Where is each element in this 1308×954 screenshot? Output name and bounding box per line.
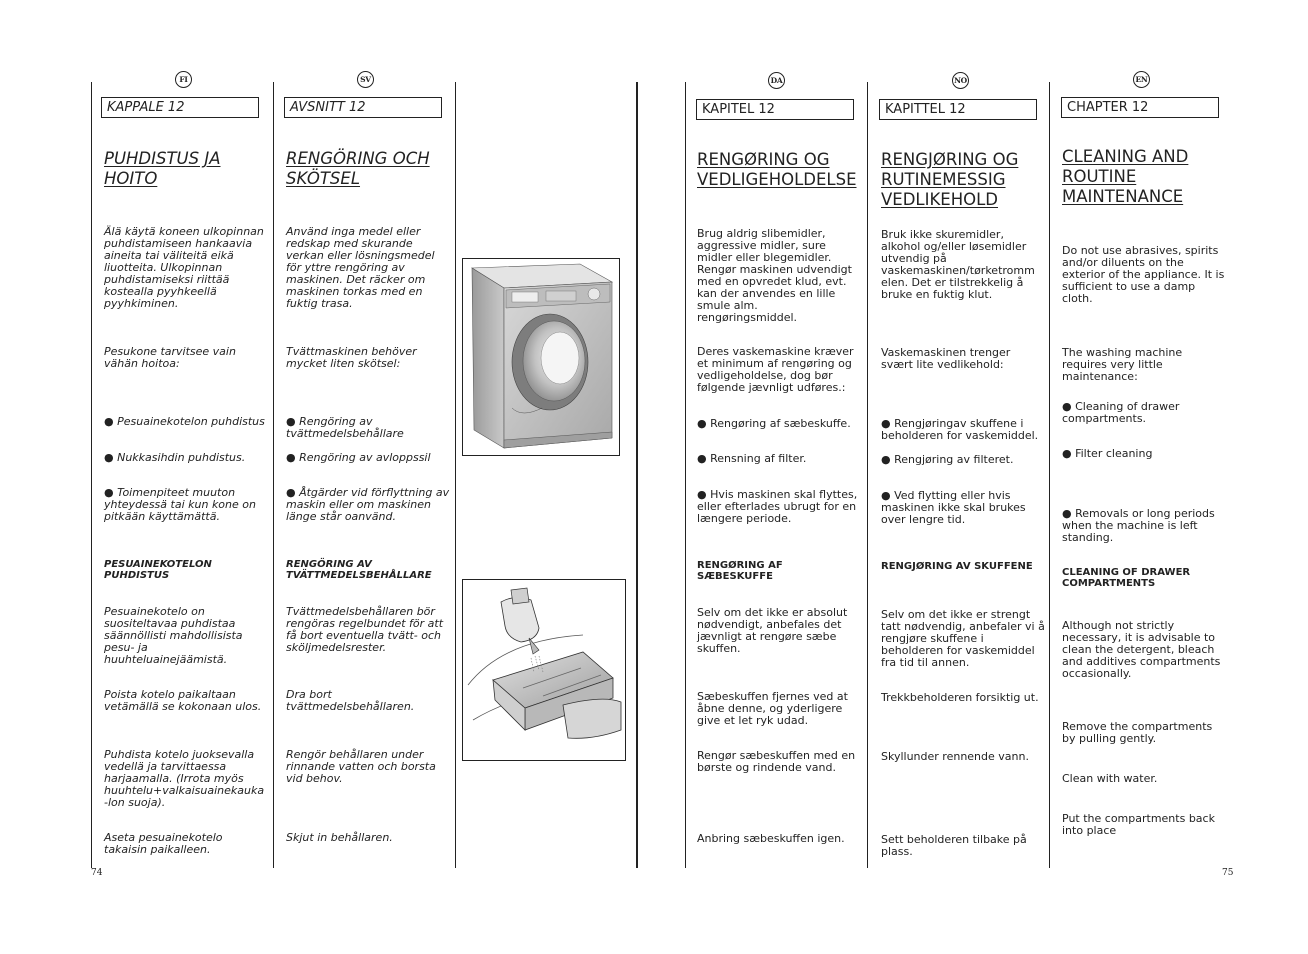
bullet-item: ● Rengøring af sæbeskuffe. xyxy=(697,417,851,430)
bullet-item: ● Removals or long periods when the machine is left standing. xyxy=(1062,507,1215,544)
washing-machine-illustration xyxy=(462,258,620,456)
column-divider xyxy=(685,82,686,868)
paragraph: Pesuainekotelo on suositeltavaa puhdistaa säännöllisti mahdollisista pesu- ja huuhteluainejäämistä. xyxy=(104,605,243,666)
bullet-item: ● Filter cleaning xyxy=(1062,447,1153,460)
subsection-heading: RENGÖRING AV TVÄTTMEDELSBEHÅLLARE xyxy=(286,559,432,581)
language-badge: EN xyxy=(1133,71,1150,88)
subsection-heading: PESUAINEKOTELON PUHDISTUS xyxy=(104,559,212,581)
section-title: CLEANING AND ROUTINE MAINTENANCE xyxy=(1062,147,1189,206)
paragraph: Skyllunder rennende vann. xyxy=(881,750,1029,763)
column-divider xyxy=(273,82,274,868)
paragraph: Rengör behållaren under rinnande vatten och borsta vid behov. xyxy=(286,748,436,785)
paragraph: Skjut in behållaren. xyxy=(286,831,393,844)
section-title: RENGÖRING OCH SKÖTSEL xyxy=(286,149,430,188)
care-text: Deres vaskemaskine kræver et minimum af rengøring og vedligeholdelse, dog bør følgende jævnligt udføres.: xyxy=(697,345,854,394)
chapter-label: KAPITEL 12 xyxy=(696,99,854,120)
language-badge: NO xyxy=(952,72,969,89)
detergent-drawer-illustration xyxy=(462,579,626,761)
care-text: Pesukone tarvitsee vain vähän hoitoa: xyxy=(104,345,236,370)
paragraph: Although not strictly necessary, it is advisable to clean the detergent, bleach and additives compartments occasionally. xyxy=(1062,619,1221,680)
intro-text: Brug aldrig slibemidler, aggressive midler, sure midler eller blegemidler. Rengør maskinen udvendigt med en opvredet klud, evt. kan der anvendes en lille smule alm. rengøringsmiddel. xyxy=(697,227,852,324)
chapter-label: KAPPALE 12 xyxy=(101,97,259,118)
section-title: RENGJØRING OG RUTINEMESSIG VEDLIKEHOLD xyxy=(881,150,1019,209)
paragraph: Remove the compartments by pulling gently. xyxy=(1062,720,1213,745)
paragraph: Puhdista kotelo juoksevalla vedellä ja tarvittaessa harjaamalla. (Irrota myös huuhtelu+valkaisuainekauka -lon suoja). xyxy=(104,748,265,809)
bullet-item: ● Rensning af filter. xyxy=(697,452,807,465)
paragraph: Aseta pesuainekotelo takaisin paikalleen. xyxy=(104,831,223,856)
section-title: PUHDISTUS JA HOITO xyxy=(104,149,221,188)
paragraph: Poista kotelo paikaltaan vetämällä se kokonaan ulos. xyxy=(104,688,262,713)
column-divider xyxy=(1049,82,1050,868)
paragraph: Sett beholderen tilbake på plass. xyxy=(881,833,1027,858)
bullet-item: ● Rengöring av tvättmedelsbehållare xyxy=(286,415,404,440)
subsection-heading: RENGJØRING AV SKUFFENE xyxy=(881,561,1033,572)
column-divider xyxy=(455,82,456,868)
intro-text: Älä käytä koneen ulkopinnan puhdistamiseen hankaavia aineita tai väliteitä eikä liuotteita. Ulkopinnan puhdistamiseksi riittää kostealla pyyhkeellä pyyhkiminen. xyxy=(104,225,264,310)
bullet-item: ● Cleaning of drawer compartments. xyxy=(1062,400,1180,425)
care-text: The washing machine requires very little maintenance: xyxy=(1062,346,1183,383)
bullet-item: ● Rengjøringav skuffene i beholderen for vaskemiddel. xyxy=(881,417,1039,442)
bullet-item: ● Toimenpiteet muuton yhteydessä tai kun kone on pitkään käyttämättä. xyxy=(104,486,256,523)
language-badge: DA xyxy=(768,72,785,89)
care-text: Vaskemaskinen trenger svært lite vedlikehold: xyxy=(881,346,1011,371)
bullet-item: ● Rengjøring av filteret. xyxy=(881,453,1014,466)
section-title: RENGØRING OG VEDLIGEHOLDELSE xyxy=(697,150,857,189)
bullet-item: ● Ved flytting eller hvis maskinen ikke skal brukes over lengre tid. xyxy=(881,489,1026,526)
paragraph: Dra bort tvättmedelsbehållaren. xyxy=(286,688,415,713)
page-number-right: 75 xyxy=(1222,868,1234,878)
bullet-item: ● Åtgärder vid förflyttning av maskin eller om maskinen länge står oanvänd. xyxy=(286,486,450,523)
chapter-label: KAPITTEL 12 xyxy=(879,99,1037,120)
intro-text: Bruk ikke skuremidler, alkohol og/eller løsemidler utvendig på vaskemaskinen/tørketromm elen. Det er tilstrekkelig å bruke en fuktig klut. xyxy=(881,228,1035,301)
paragraph: Tvättmedelsbehållaren bör rengöras regelbundet för att få bort eventuella tvätt- och sköljmedelsrester. xyxy=(286,605,444,654)
language-badge: SV xyxy=(357,71,374,88)
bullet-item: ● Rengöring av avloppssil xyxy=(286,451,431,464)
column-divider xyxy=(91,82,92,868)
paragraph: Rengør sæbeskuffen med en børste og rindende vand. xyxy=(697,749,856,774)
subsection-heading: RENGØRING AF SÆBESKUFFE xyxy=(697,560,783,582)
paragraph: Selv om det ikke er strengt tatt nødvendig, anbefaler vi å rengjøre skuffene i beholderen for vaskemiddel fra tid til annen. xyxy=(881,608,1045,669)
paragraph: Put the compartments back into place xyxy=(1062,812,1215,837)
paragraph: Clean with water. xyxy=(1062,772,1158,785)
paragraph: Selv om det ikke er absolut nødvendigt, anbefales det jævnligt at rengøre sæbe skuffen. xyxy=(697,606,848,655)
page-number-left: 74 xyxy=(91,868,103,878)
language-badge: FI xyxy=(175,71,192,88)
paragraph: Anbring sæbeskuffen igen. xyxy=(697,832,845,845)
subsection-heading: CLEANING OF DRAWER COMPARTMENTS xyxy=(1062,567,1191,589)
paragraph: Trekkbeholderen forsiktig ut. xyxy=(881,691,1039,704)
paragraph: Sæbeskuffen fjernes ved at åbne denne, og yderligere give et let ryk udad. xyxy=(697,690,848,727)
bullet-item: ● Nukkasihdin puhdistus. xyxy=(104,451,246,464)
washing-machine-icon xyxy=(462,258,620,456)
column-divider xyxy=(867,82,868,868)
page-divider xyxy=(636,82,638,868)
intro-text: Do not use abrasives, spirits and/or diluents on the exterior of the appliance. It is sufficient to use a damp cloth. xyxy=(1062,244,1225,305)
bullet-item: ● Hvis maskinen skal flyttes, eller efterlades ubrugt for en længere periode. xyxy=(697,488,858,525)
detergent-drawer-icon xyxy=(463,580,625,760)
intro-text: Använd inga medel eller redskap med skurande verkan eller lösningsmedel för yttre rengöring av maskinen. Det räcker om maskinen torkas med en fuktig trasa. xyxy=(286,225,435,310)
chapter-label: CHAPTER 12 xyxy=(1061,97,1219,118)
bullet-item: ● Pesuainekotelon puhdistus xyxy=(104,415,265,428)
chapter-label: AVSNITT 12 xyxy=(284,97,442,118)
care-text: Tvättmaskinen behöver mycket liten skötsel: xyxy=(286,345,417,370)
